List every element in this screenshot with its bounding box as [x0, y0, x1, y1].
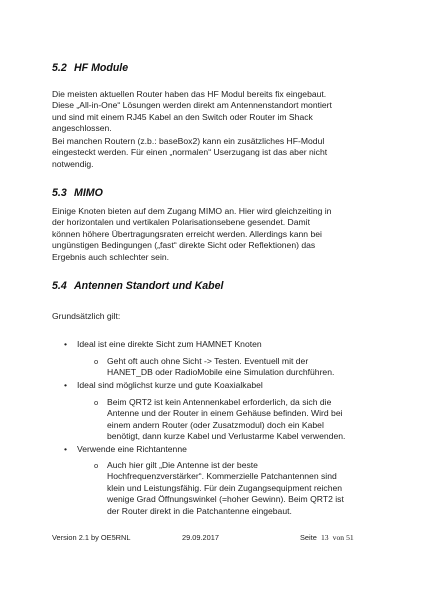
section-number: 5.3: [52, 187, 67, 199]
text-line: Antenne und der Router in einem Gehäuse befinden. Wird bei: [107, 408, 343, 419]
intro-text: Grundsätzlich gilt:: [52, 311, 121, 321]
bullet-icon: •: [64, 444, 68, 454]
text-line: und sind mit einem RJ45 Kabel an den Switch oder Router im Shack: [52, 111, 313, 122]
text-line: können höhere Übertragungsraten erreicht werden. Allerdings kann bei: [52, 228, 322, 239]
section-title: Antennen Standort und Kabel: [74, 280, 224, 292]
text-line: der horizontalen und vertikalen Polarisationsebene gesendet. Damit: [52, 217, 310, 228]
text-line: Einige Knoten bieten auf dem Zugang MIMO an. Hier wird gleichzeiting in: [52, 206, 332, 216]
text-line: einem andern Router (oder Zusatzmodul) doch ein Kabel: [107, 419, 324, 430]
text-line: Die meisten aktuellen Router haben das HF Modul bereits fix eingebaut.: [52, 89, 327, 99]
paragraph: [52, 206, 392, 263]
text-line: ungünstigen Bedingungen („fast“ direkte Sicht oder Reflektionen) das: [52, 240, 316, 251]
footer-version: Version 2.1 by OE5RNL: [52, 533, 131, 542]
section-number: 5.2: [52, 62, 67, 74]
text-line: Geht oft auch ohne Sicht -> Testen. Eventuell mit der: [107, 356, 309, 366]
text-line: Diese „All-in-One“ Lösungen werden direkt am Antennenstandort montiert: [52, 100, 332, 111]
footer-page-info: [300, 533, 354, 542]
text-line: der Router direkt in die Patchantenne eingebaut.: [107, 505, 292, 516]
section-heading-5-3: [52, 187, 103, 199]
page-label: Seite: [300, 533, 317, 542]
text-line: klein und Leistungsfähig. Für dein Zugangsequipment reichen: [107, 482, 343, 493]
text-line: notwendig.: [52, 158, 94, 169]
text-line: Hochfrequenzverstärker“. Kommerzielle Patchantennen sind: [107, 471, 337, 482]
section-heading-5-4: [52, 280, 224, 292]
section-title: MIMO: [74, 187, 103, 199]
text-line: HANET_DB oder RadioMobile eine Simulation durchführen.: [107, 367, 335, 378]
circle-bullet-icon: o: [94, 398, 99, 407]
bullet-icon: •: [64, 339, 68, 349]
list-item-text: Verwende eine Richtantenne: [77, 444, 187, 454]
circle-bullet-icon: o: [94, 357, 99, 366]
text-line: Bei manchen Routern (z.b.: baseBox2) kann ein zusätzliches HF-Modul: [52, 136, 325, 146]
of-label: von: [332, 533, 345, 542]
paragraph: [52, 136, 392, 170]
list-item-text: Ideal ist eine direkte Sicht zum HAMNET Knoten: [77, 339, 262, 349]
paragraph: [52, 89, 392, 135]
section-number: 5.4: [52, 280, 67, 292]
text-line: benötigt, dann kurze Kabel und Verlustarme Kabel verwenden.: [107, 431, 346, 442]
section-title: HF Module: [74, 62, 129, 74]
text-line: Auch hier gilt „Die Antenne ist der beste: [107, 460, 258, 470]
page-number: 13: [320, 533, 329, 542]
footer-date: 29.09.2017: [182, 533, 219, 542]
text-line: angeschlossen.: [52, 123, 112, 134]
text-line: wenige Grad Öffnungswinkel (=hoher Gewinn). Beim QRT2 ist: [107, 494, 344, 505]
text-line: Beim QRT2 ist kein Antennenkabel erforderlich, da sich die: [107, 397, 332, 407]
text-line: Ergebnis auch schlechter sein.: [52, 251, 170, 262]
circle-bullet-icon: o: [94, 461, 99, 470]
page-total: 51: [346, 533, 354, 542]
bullet-icon: •: [64, 380, 68, 390]
section-heading-5-2: [52, 62, 128, 74]
list-item-text: Ideal sind möglichst kurze und gute Koaxialkabel: [77, 380, 263, 390]
text-line: eingesteckt werden. Für einen „normalen“ Userzugang ist das aber nicht: [52, 147, 328, 158]
